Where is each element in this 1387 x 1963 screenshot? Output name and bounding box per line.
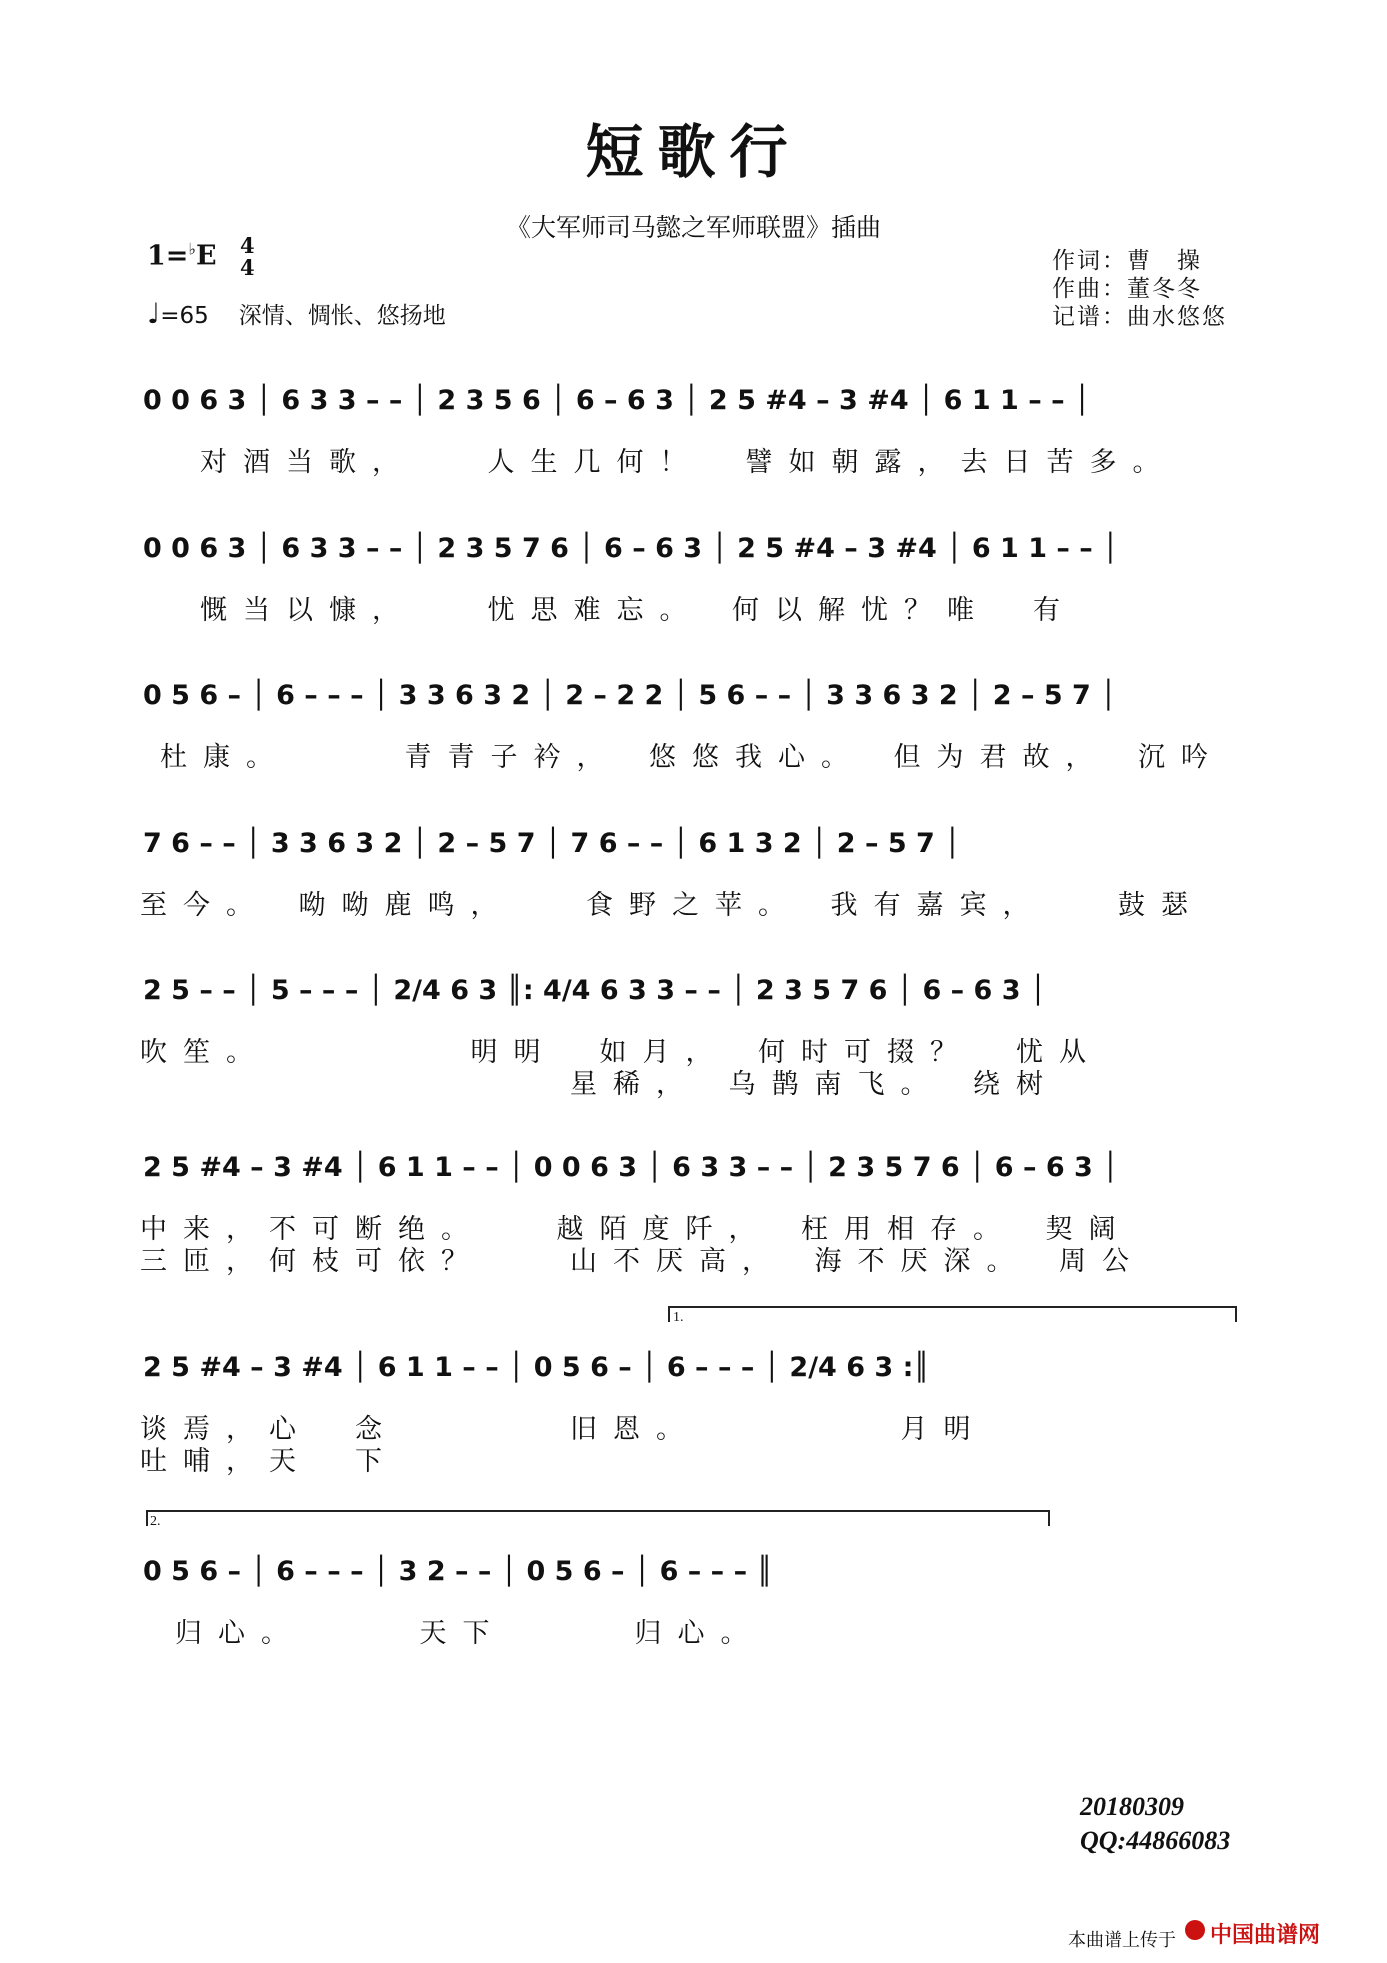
flat-sign: ♭	[188, 239, 196, 259]
quarter-note-icon: ♩	[147, 297, 161, 330]
lyric-row-8-1: 归心。 天下 归心。	[175, 1618, 764, 1649]
song-subtitle: 《大军师司马懿之军师联盟》插曲	[505, 213, 881, 242]
volta-label-1: 1.	[673, 1310, 684, 1325]
composer: 作曲：董冬冬	[1052, 276, 1202, 302]
uploaded-note: 本曲谱上传于	[1068, 1930, 1176, 1951]
lyric-row-7-2: 吐哺，天 下	[140, 1446, 398, 1477]
mood-text: 深情、惆怅、悠扬地	[238, 303, 446, 329]
lyric-row-3-1: 杜康。 青青子衿， 悠悠我心。 但为君故， 沉吟	[160, 742, 1224, 773]
lyric-row-5-1: 吹笙。 明明 如月， 何时可掇？ 忧从	[140, 1037, 1102, 1068]
key-prefix: 1=	[147, 240, 189, 272]
notation-row-2: 0 0 6 3 │ 6 3 3 – – │ 2 3 5 7 6 │ 6 – 6 3 │ 2 5 #4 – 3 #4 │ 6 1 1 – – │	[143, 533, 1119, 564]
lyric-row-2-1: 慨当以慷， 忧思难忘。 何以解忧？唯 有	[200, 595, 1076, 626]
notation-row-6: 2 5 #4 – 3 #4 │ 6 1 1 – – │ 0 0 6 3 │ 6 3 3 – – │ 2 3 5 7 6 │ 6 – 6 3 │	[143, 1152, 1119, 1183]
lyric-row-6-2: 三匝，何枝可依？ 山不厌高， 海不厌深。 周公	[140, 1246, 1145, 1277]
transcriber: 记谱：曲水悠悠	[1052, 304, 1227, 330]
notation-row-8: 0 5 6 – │ 6 – – – │ 3 2 – – │ 0 5 6 – │ 6 – – – ║	[143, 1556, 773, 1587]
site-logo-icon	[1185, 1920, 1205, 1940]
key-note: E	[195, 240, 217, 272]
qq-contact: QQ:44866083	[1080, 1826, 1231, 1855]
lyric-row-5-2: 星稀， 乌鹊南飞。 绕树	[140, 1069, 1059, 1100]
lyric-row-1-1: 对酒当歌， 人生几何！ 譬如朝露，去日苦多。	[200, 447, 1176, 478]
lyric-row-7-1: 谈焉，心 念 旧恩。 月明	[140, 1414, 987, 1445]
volta-bracket-2	[146, 1510, 1050, 1526]
lyric-row-4-1: 至今。 呦呦鹿鸣， 食野之苹。 我有嘉宾， 鼓瑟	[140, 890, 1204, 921]
tempo-value: =65	[160, 303, 209, 329]
song-title: 短歌行	[585, 118, 802, 186]
volta-bracket-1	[668, 1306, 1237, 1322]
volta-label-2: 2.	[150, 1514, 161, 1529]
notation-row-1: 0 0 6 3 │ 6 3 3 – – │ 2 3 5 6 │ 6 – 6 3 │ 2 5 #4 – 3 #4 │ 6 1 1 – – │	[143, 385, 1091, 416]
lyric-row-6-1: 中来，不可断绝。 越陌度阡， 枉用相存。 契阔	[140, 1214, 1132, 1245]
notation-row-5: 2 5 – – │ 5 – – – │ 2/4 6 3 ║: 4/4 6 3 3 – – │ 2 3 5 7 6 │ 6 – 6 3 │	[143, 975, 1047, 1006]
key-signature	[147, 235, 255, 279]
notation-row-4: 7 6 – – │ 3 3 6 3 2 │ 2 – 5 7 │ 7 6 – – │ 6 1 3 2 │ 2 – 5 7 │	[143, 828, 961, 859]
time-signature	[240, 235, 255, 279]
tempo-marking	[147, 297, 446, 330]
notation-row-7: 2 5 #4 – 3 #4 │ 6 1 1 – – │ 0 5 6 – │ 6 – – – │ 2/4 6 3 :║	[143, 1352, 930, 1383]
date-stamp: 20180309	[1080, 1792, 1184, 1821]
lyricist: 作词：曹 操	[1052, 248, 1202, 274]
time-bottom: 4	[239, 255, 255, 280]
time-top: 4	[239, 233, 255, 258]
notation-row-3: 0 5 6 – │ 6 – – – │ 3 3 6 3 2 │ 2 – 2 2 │ 5 6 – – │ 3 3 6 3 2 │ 2 – 5 7 │	[143, 680, 1117, 711]
site-name: 中国曲谱网	[1210, 1923, 1321, 1948]
